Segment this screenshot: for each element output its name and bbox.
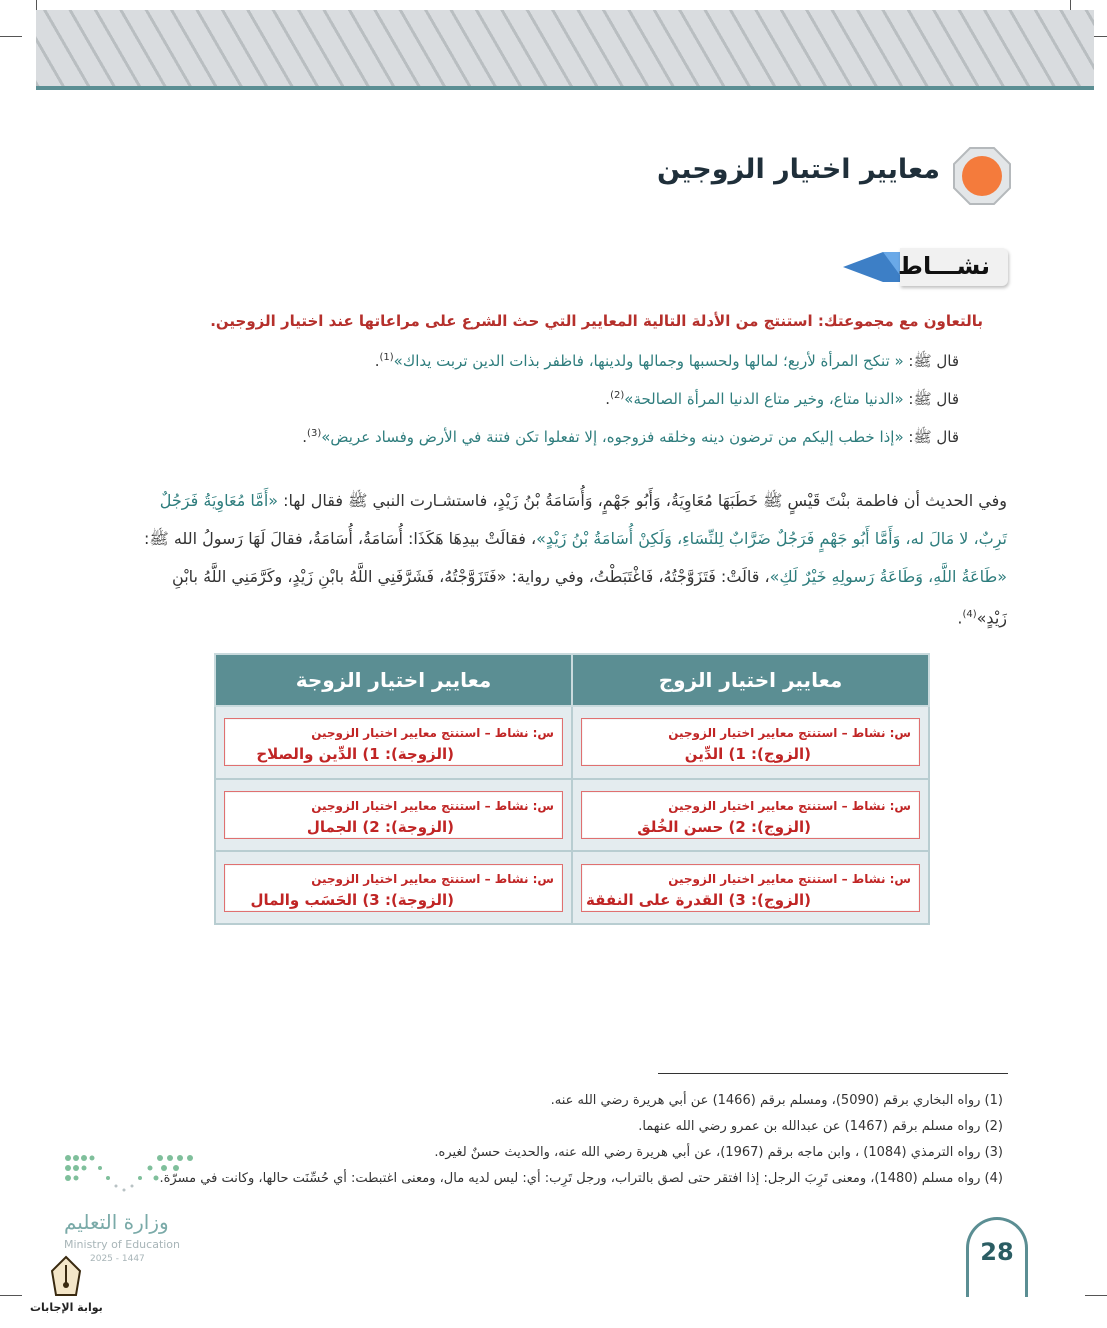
story-quote: «طَاعَةُ اللَّهِ، وَطَاعَةُ رَسولِهِ خَيْرٌ لَكِ» (769, 567, 1007, 586)
answer-question: س: نشاط – استنتج معايير اختيار الزوجين (311, 798, 554, 813)
activity-instructions: بالتعاون مع مجموعتك: استنتج من الأدلة التالية المعايير التي حث الشرع على مراعاتها عند اختيار الزوجين. (210, 312, 983, 330)
activity-title: نشـــاط (898, 252, 990, 280)
table-row (215, 779, 929, 852)
hadith-line: قال ﷺ: « تنكح المرأة لأربع؛ لمالها ولحسبها وجمالها ولدينها، فاظفر بذات الدين تربت يداك»$^{(1)}$. (374, 352, 959, 370)
table-row (215, 706, 929, 779)
husband-cell (572, 779, 929, 852)
hadith-text: «الدنيا متاع، وخير متاع الدنيا المرأة الصالحة» (624, 390, 904, 408)
answer-box[interactable] (581, 718, 920, 766)
answer-text: (الزوج): 2) حسن الخُلق (637, 817, 811, 836)
answer-box[interactable] (581, 864, 920, 912)
watermark-text: بوابة الإجابات (30, 1301, 103, 1314)
table-row (215, 851, 929, 924)
ministry-dots-icon (60, 1150, 200, 1200)
answer-text: (الزوج): 1) الدِّين (684, 745, 811, 764)
husband-cell (572, 706, 929, 779)
answer-box[interactable] (224, 864, 563, 912)
answer-text: (الزوجة): 2) الجمال (306, 817, 454, 836)
table-header-row (215, 654, 929, 706)
answer-question: س: نشاط – استنتج معايير اختيار الزوجين (668, 798, 911, 813)
hadith-ref: (3) (307, 428, 322, 439)
wife-cell (215, 851, 572, 924)
story-quote: «أَمَّا مُعَاوِيَةُ فَرَجُلٌ تَرِبٌ، لا مَالَ له، وَأَمَّا أَبُو جَهْمٍ فَرَجُلٌ ضَرَّابٌ لِلنِّسَاءِ، وَلَكِنْ أُسَامَةُ بْنُ زَيْدٍ» (159, 491, 1007, 548)
page-number: 28 (966, 1217, 1028, 1297)
wife-cell (215, 779, 572, 852)
answer-box[interactable] (581, 791, 920, 839)
wife-cell (215, 706, 572, 779)
pen-nib-icon (46, 1255, 86, 1299)
crop-mark (1085, 1295, 1107, 1296)
wife-criteria-header: معايير اختيار الزوجة (215, 654, 572, 706)
footnote: (1) رواه البخاري برقم (5090)، ومسلم برقم (1466) عن أبي هريرة رضي الله عنه. (550, 1093, 1003, 1108)
ministry-logo (60, 1150, 210, 1270)
footnote: (2) رواه مسلم برقم (1467) عن عبدالله بن عمرو رضي الله عنهما. (638, 1119, 1003, 1134)
watermark-logo (30, 1255, 110, 1320)
hadith-ref: (1) (379, 352, 394, 363)
answer-box[interactable] (224, 718, 563, 766)
story-text: وفي الحديث أن فاطمة بنْتَ قَيْسٍ ﷺ خَطَبَهَا مُعَاوِيَةُ، وَأَبُو جَهْمٍ، وَأُسَامَةُ بْنُ زَيْدٍ، فاستشـارت النبي ﷺ فقال لها: (278, 491, 1007, 510)
answer-question: س: نشاط – استنتج معايير اختيار الزوجين (668, 871, 911, 886)
hadith-ref: (2) (610, 390, 625, 401)
answer-question: س: نشاط – استنتج معايير اختيار الزوجين (668, 726, 911, 741)
husband-cell (572, 851, 929, 924)
story-paragraph: وفي الحديث أن فاطمة بنْتَ قَيْسٍ ﷺ خَطَبَهَا مُعَاوِيَةُ، وَأَبُو جَهْمٍ، وَأُسَامَةُ بْنُ زَيْدٍ، فاستشـارت النبي ﷺ فقال لها: «أَمَّا مُعَاوِيَةُ فَرَجُلٌ تَرِبٌ، لا مَالَ له، وَأَمَّا أَبُو جَهْمٍ فَرَجُلٌ ضَرَّابٌ لِلنِّسَاءِ، وَلَكِنْ أُسَامَةُ بْنُ زَيْدٍ»، فقالَتْ بيدِهَا هَكَذَا: أُسَامَةُ، أُسَامَةُ، فقالَ لَهَا رَسولُ الله ﷺ: «طَاعَةُ اللَّهِ، وَطَاعَةُ رَسولِهِ خَيْرٌ لَكِ»، قالَتْ: فَتَزَوَّجْتُهُ، فَاغْتَبَطْتُ، وفي رواية: «فَتَزَوَّجْتُهُ، فَشَرَّفَنِي اللَّهُ بابْنِ زَيْدٍ، وكَرَّمَنِي اللَّهُ بابْنِ زَيْدٍ»$^{(4)}$. (144, 491, 1007, 628)
criteria-table (214, 653, 930, 925)
answer-text: (الزوج): 3) القدرة على النفقة (586, 890, 811, 909)
hadith-text: « تنكح المرأة لأربع؛ لمالها ولحسبها وجمالها ولدينها، فاظفر بذات الدين تربت يداك» (393, 352, 904, 370)
ministry-name-arabic: وزارة التعليم (64, 1210, 169, 1234)
husband-criteria-header: معايير اختيار الزوج (572, 654, 929, 706)
footnote: (3) رواه الترمذي (1084) ، وابن ماجه برقم (1967)، عن أبي هريرة رضي الله عنه، والحديث حسنٌ لغيره. (434, 1145, 1003, 1160)
page-title: معايير اختيار الزوجين (656, 154, 940, 185)
octagon-badge-icon (952, 146, 1012, 206)
header-banner (36, 10, 1094, 90)
answer-question: س: نشاط – استنتج معايير اختيار الزوجين (311, 871, 554, 886)
story-text: ، قالَتْ: فَتَزَوَّجْتُهُ، فَاغْتَبَطْتُ، وفي رواية: «فَتَزَوَّجْتُهُ، فَشَرَّفَنِي اللَّهُ بابْنِ زَيْدٍ، وكَرَّمَنِي اللَّهُ بابْنِ زَيْدٍ» (172, 567, 1007, 628)
lesson-title-block (656, 140, 1020, 212)
hadith-prefix: قال ﷺ: (903, 390, 959, 408)
arrow-icon (843, 248, 905, 286)
hadith-prefix: قال ﷺ: (903, 352, 959, 370)
hadith-prefix: قال ﷺ: (903, 428, 959, 446)
ministry-name-english: Ministry of Education (64, 1238, 181, 1251)
answer-text: (الزوجة): 1) الدِّين والصلاح (256, 745, 454, 764)
story-text: ، فقالَتْ بيدِهَا هَكَذَا: أُسَامَةُ، أُسَامَةُ، فقالَ لَهَا رَسولُ الله ﷺ: (144, 529, 537, 548)
crop-mark (0, 1295, 22, 1296)
crop-mark (0, 36, 22, 37)
hadith-line: قال ﷺ: «الدنيا متاع، وخير متاع الدنيا المرأة الصالحة»$^{(2)}$. (605, 390, 959, 408)
activity-label (843, 248, 1008, 286)
answer-box[interactable] (224, 791, 563, 839)
ministry-year: 2025 - 1447 (90, 1254, 145, 1264)
story-ref: (4) (962, 609, 977, 620)
hadith-text: «إذا خطب إليكم من ترضون دينه وخلقه فزوجوه، إلا تفعلوا تكن فتنة في الأرض وفساد عريض» (321, 428, 904, 446)
footnote: (4) رواه مسلم (1480)، ومعنى تَرِبَ الرجل: إذا افتقر حتى لصق بالتراب، ورجل تَرِب: أي: ليس لديه مال، ومعنى اغتبطت: أي حُسِّنَت حالها، وكانت في مسرّة. (159, 1171, 1003, 1186)
answer-text: (الزوجة): 3) الحَسَب والمال (250, 890, 454, 909)
answer-question: س: نشاط – استنتج معايير اختيار الزوجين (311, 726, 554, 741)
footnote-divider (658, 1073, 1008, 1074)
hadith-line: قال ﷺ: «إذا خطب إليكم من ترضون دينه وخلقه فزوجوه، إلا تفعلوا تكن فتنة في الأرض وفساد عريض»$^{(3)}$. (302, 428, 959, 446)
